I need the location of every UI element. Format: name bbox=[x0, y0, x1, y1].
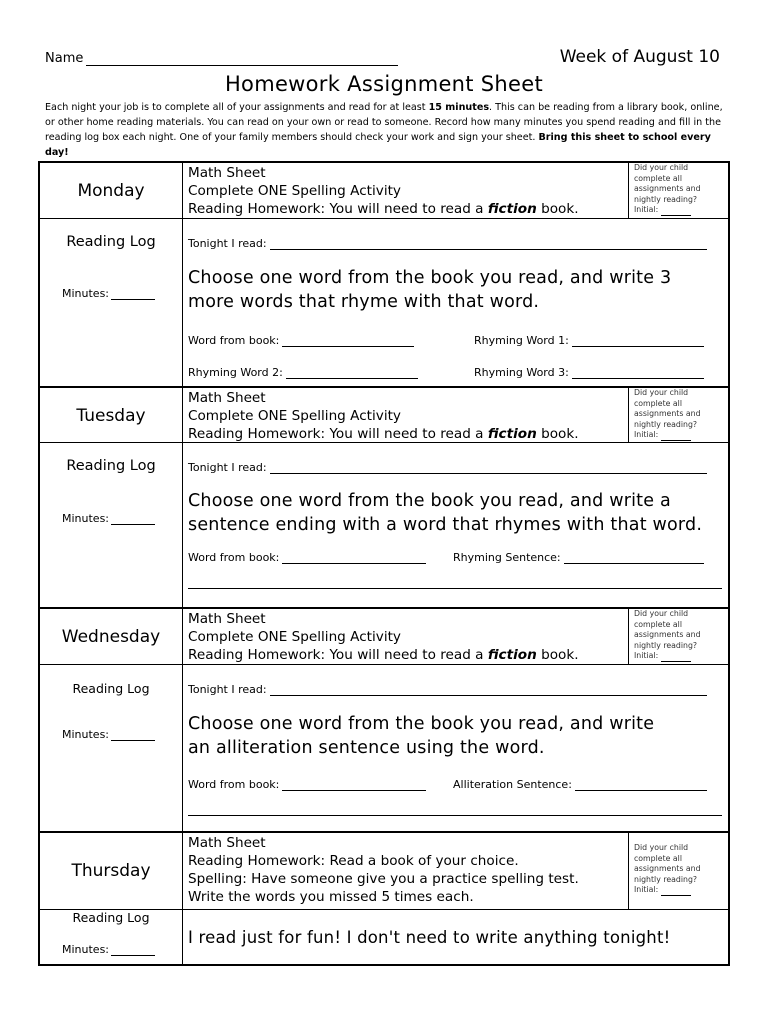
minutes-blank-line bbox=[111, 946, 155, 956]
initial-label: Initial: bbox=[634, 651, 659, 660]
intro-bring-sheet: Bring this sheet to school every day! bbox=[45, 132, 711, 158]
day-label-wednesday: Wednesday bbox=[61, 627, 161, 647]
initial-label: Initial: bbox=[634, 885, 659, 894]
instructions-paragraph bbox=[45, 100, 735, 160]
wednesday-prompt bbox=[188, 712, 728, 760]
task-spelling: Spelling: Have someone give you a practice spelling test. bbox=[188, 871, 579, 887]
check-text: Did your child bbox=[634, 609, 689, 618]
page-title: Homework Assignment Sheet bbox=[224, 72, 544, 96]
assignment-table bbox=[38, 161, 730, 966]
initial-field bbox=[634, 885, 730, 896]
alliteration-sentence-field bbox=[453, 778, 707, 791]
thursday-tasks bbox=[188, 834, 579, 906]
check-text: assignments and bbox=[634, 184, 701, 193]
check-text: Did your child bbox=[634, 163, 689, 172]
check-text: Did your child bbox=[634, 843, 689, 852]
initial-label: Initial: bbox=[634, 430, 659, 439]
reading-fiction: fiction bbox=[487, 201, 537, 217]
reading-log-label: Reading Log bbox=[72, 910, 150, 925]
rhyming-word-label: Rhyming Word 1: bbox=[474, 334, 569, 347]
rhyming-word-1-field bbox=[474, 334, 704, 347]
rhyming-sentence-label: Rhyming Sentence: bbox=[453, 551, 561, 564]
tonight-label: Tonight I read: bbox=[188, 683, 267, 696]
tuesday-tasks bbox=[188, 389, 579, 443]
check-text: complete all bbox=[634, 173, 683, 183]
task-math: Math Sheet bbox=[188, 835, 266, 851]
prompt-line: more words that rhyme with that word. bbox=[188, 292, 540, 312]
task-spelling: Complete ONE Spelling Activity bbox=[188, 408, 401, 424]
initial-blank-line bbox=[661, 653, 691, 662]
column-divider bbox=[182, 388, 183, 607]
reading-text: Reading Homework: You will need to read a bbox=[188, 426, 488, 442]
reading-log-label: Reading Log bbox=[72, 681, 150, 696]
intro-minutes: 15 minutes bbox=[428, 102, 490, 113]
initial-field bbox=[634, 205, 730, 216]
column-divider bbox=[182, 163, 183, 386]
minutes-field bbox=[62, 512, 155, 525]
word-blank-line bbox=[282, 781, 426, 791]
word-blank-line bbox=[282, 554, 426, 564]
day-label-thursday: Thursday bbox=[71, 861, 151, 881]
word-blank-line bbox=[282, 337, 414, 347]
name-blank-line bbox=[86, 53, 398, 66]
column-divider bbox=[182, 609, 183, 831]
minutes-field bbox=[62, 728, 155, 741]
tuesday-prompt bbox=[188, 489, 728, 537]
tonight-blank-line bbox=[270, 686, 707, 696]
task-reading bbox=[188, 200, 579, 218]
name-field bbox=[45, 51, 398, 66]
minutes-label: Minutes: bbox=[62, 728, 110, 741]
task-math: Math Sheet bbox=[188, 390, 266, 406]
task-spelling: Complete ONE Spelling Activity bbox=[188, 629, 401, 645]
check-text: assignments and bbox=[634, 630, 701, 639]
minutes-field bbox=[62, 943, 155, 956]
rhyming-word-label: Rhyming Word 3: bbox=[474, 366, 569, 379]
reading-text-end: book. bbox=[536, 201, 579, 217]
word-from-book-field bbox=[188, 778, 426, 791]
initial-blank-line bbox=[661, 432, 691, 441]
parent-check-box bbox=[628, 609, 730, 664]
check-text: assignments and bbox=[634, 864, 701, 873]
reading-log-label: Reading Log bbox=[66, 234, 156, 250]
task-spelling-practice: Write the words you missed 5 times each. bbox=[188, 889, 474, 905]
rhyming-sentence-field bbox=[453, 551, 704, 564]
name-label: Name bbox=[45, 51, 84, 66]
prompt-line: Choose one word from the book you read, and write 3 bbox=[188, 268, 672, 288]
rhyme-blank-line bbox=[572, 337, 704, 347]
parent-check-box bbox=[628, 163, 730, 218]
tonight-read-field bbox=[188, 237, 707, 250]
check-text: complete all bbox=[634, 853, 683, 863]
rhyme-blank-line bbox=[286, 369, 418, 379]
parent-check-box bbox=[628, 388, 730, 442]
thursday-message: I read just for fun! I don't need to write anything tonight! bbox=[188, 928, 671, 947]
check-text: nightly reading? bbox=[634, 640, 698, 650]
minutes-label: Minutes: bbox=[62, 287, 110, 300]
minutes-blank-line bbox=[111, 515, 155, 525]
column-divider bbox=[182, 833, 183, 964]
row-divider bbox=[40, 218, 728, 219]
reading-text: Reading Homework: You will need to read a bbox=[188, 647, 488, 663]
sentence-continuation-line bbox=[188, 588, 722, 589]
tonight-blank-line bbox=[270, 464, 707, 474]
minutes-label: Minutes: bbox=[62, 512, 110, 525]
prompt-line: Choose one word from the book you read, and write a bbox=[188, 491, 671, 511]
tonight-label: Tonight I read: bbox=[188, 237, 267, 250]
tonight-blank-line bbox=[270, 240, 707, 250]
rhyming-word-label: Rhyming Word 2: bbox=[188, 366, 283, 379]
tonight-read-field bbox=[188, 461, 707, 474]
prompt-line: Choose one word from the book you read, and write bbox=[188, 714, 655, 734]
task-math: Math Sheet bbox=[188, 165, 266, 181]
intro-text-2: . This can be reading from a library book, online, or other home reading materials. You can read on your own or read to someone. Record how many minutes you spend reading and fill in the reading log box each night. One of your family members should check your work and sign your sheet. bbox=[45, 102, 723, 143]
prompt-line: sentence ending with a word that rhymes with that word. bbox=[188, 515, 703, 535]
row-divider bbox=[40, 664, 728, 665]
reading-fiction: fiction bbox=[487, 426, 537, 442]
monday-prompt bbox=[188, 266, 728, 314]
initial-blank-line bbox=[661, 887, 691, 896]
rhyming-word-3-field bbox=[474, 366, 704, 379]
task-math: Math Sheet bbox=[188, 611, 266, 627]
reading-log-label: Reading Log bbox=[66, 458, 156, 474]
check-text: nightly reading? bbox=[634, 874, 698, 884]
parent-check-box bbox=[628, 833, 730, 909]
intro-text-1: Each night your job is to complete all of your assignments and read for at least bbox=[45, 102, 429, 113]
word-from-book-field bbox=[188, 334, 414, 347]
check-text: complete all bbox=[634, 398, 683, 408]
task-reading bbox=[188, 646, 579, 664]
check-text: assignments and bbox=[634, 409, 701, 418]
sentence-continuation-line bbox=[188, 815, 722, 816]
minutes-blank-line bbox=[111, 731, 155, 741]
minutes-blank-line bbox=[111, 290, 155, 300]
wednesday-block bbox=[40, 609, 728, 833]
sentence-blank-line bbox=[564, 554, 704, 564]
reading-text-end: book. bbox=[536, 647, 579, 663]
word-from-book-label: Word from book: bbox=[188, 551, 280, 564]
rhyming-word-2-field bbox=[188, 366, 418, 379]
tonight-label: Tonight I read: bbox=[188, 461, 267, 474]
reading-fiction: fiction bbox=[487, 647, 537, 663]
day-label-monday: Monday bbox=[77, 181, 145, 201]
sentence-blank-line bbox=[575, 781, 707, 791]
reading-text-end: book. bbox=[536, 426, 579, 442]
check-text: complete all bbox=[634, 619, 683, 629]
check-text: nightly reading? bbox=[634, 194, 698, 204]
task-reading bbox=[188, 425, 579, 443]
initial-blank-line bbox=[661, 207, 691, 216]
check-text: nightly reading? bbox=[634, 419, 698, 429]
word-from-book-label: Word from book: bbox=[188, 334, 280, 347]
word-from-book-field bbox=[188, 551, 426, 564]
initial-label: Initial: bbox=[634, 205, 659, 214]
rhyme-blank-line bbox=[572, 369, 704, 379]
monday-block bbox=[40, 163, 728, 388]
week-label: Week of August 10 bbox=[559, 47, 720, 67]
initial-field bbox=[634, 651, 730, 662]
monday-tasks bbox=[188, 164, 579, 218]
alliteration-sentence-label: Alliteration Sentence: bbox=[453, 778, 572, 791]
word-from-book-label: Word from book: bbox=[188, 778, 280, 791]
reading-text: Reading Homework: You will need to read a bbox=[188, 201, 488, 217]
prompt-line: an alliteration sentence using the word. bbox=[188, 738, 545, 758]
initial-field bbox=[634, 430, 730, 441]
day-label-tuesday: Tuesday bbox=[76, 406, 146, 426]
wednesday-tasks bbox=[188, 610, 579, 664]
tonight-read-field bbox=[188, 683, 707, 696]
minutes-label: Minutes: bbox=[62, 943, 110, 956]
task-spelling: Complete ONE Spelling Activity bbox=[188, 183, 401, 199]
minutes-field bbox=[62, 287, 155, 300]
task-reading: Reading Homework: Read a book of your choice. bbox=[188, 853, 519, 869]
check-text: Did your child bbox=[634, 388, 689, 397]
thursday-block bbox=[40, 833, 728, 964]
tuesday-block bbox=[40, 388, 728, 609]
